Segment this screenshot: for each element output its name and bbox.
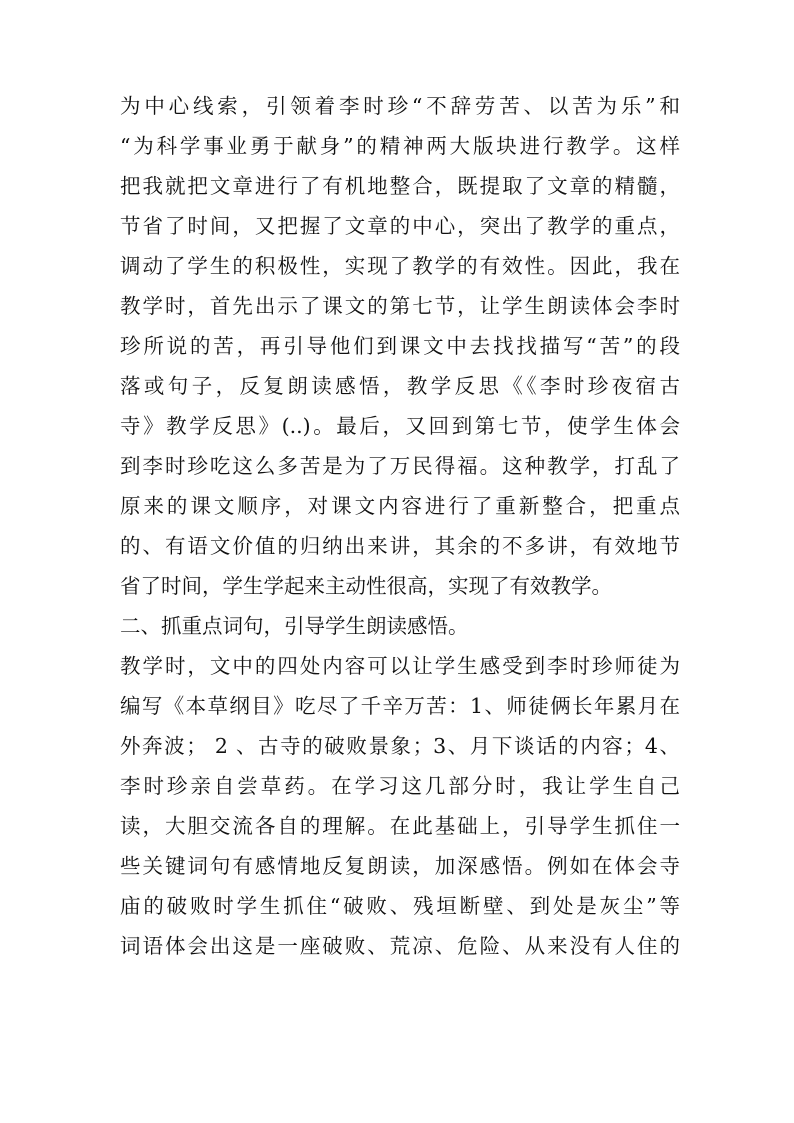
- text-line: 省了时间，学生学起来主动性很高，实现了有效教学。: [120, 574, 612, 598]
- text-line: 教学时，文中的四处内容可以让学生感受到李时珍师徒为: [120, 654, 680, 678]
- text-line: 珍所说的苦，再引导他们到课文中去找找描写“苦”的段: [120, 334, 680, 358]
- text-line: 原来的课文顺序，对课文内容进行了重新整合，把重点: [120, 494, 680, 518]
- text-line: 庙的破败时学生抓住“破败、残垣断壁、到处是灰尘”等: [120, 894, 680, 918]
- text-line: 些关键词句有感情地反复朗读，加深感悟。例如在体会寺: [120, 854, 680, 878]
- text-line: 落或句子，反复朗读感悟，教学反思《《李时珍夜宿古: [120, 374, 680, 398]
- text-line: 编写《本草纲目》吃尽了千辛万苦：1、师徒俩长年累月在: [120, 694, 680, 718]
- text-line: 教学时，首先出示了课文的第七节，让学生朗读体会李时: [120, 294, 680, 318]
- text-line: 把我就把文章进行了有机地整合，既提取了文章的精髓，: [120, 174, 680, 198]
- text-line: “为科学事业勇于献身”的精神两大版块进行教学。这样: [120, 134, 680, 158]
- text-line: 外奔波； 2 、古寺的破败景象；3、月下谈话的内容；4、: [120, 734, 680, 758]
- text-line: 调动了学生的积极性，实现了教学的有效性。因此，我在: [120, 254, 680, 278]
- text-line: 李时珍亲自尝草药。在学习这几部分时，我让学生自己: [120, 774, 680, 798]
- text-line: 的、有语文价值的归纳出来讲，其余的不多讲，有效地节: [120, 534, 680, 558]
- text-line: 到李时珍吃这么多苦是为了万民得福。这种教学，打乱了: [120, 454, 680, 478]
- document-body: [120, 86, 680, 966]
- section-heading: 二、抓重点词句，引导学生朗读感悟。: [120, 614, 469, 638]
- text-line: 寺》教学反思》(..)。最后，又回到第七节，使学生体会: [120, 414, 680, 438]
- text-line: 词语体会出这是一座破败、荒凉、危险、从来没有人住的: [120, 934, 680, 958]
- text-line: 为中心线索，引领着李时珍“不辞劳苦、以苦为乐”和: [120, 94, 680, 118]
- text-line: 读，大胆交流各自的理解。在此基础上，引导学生抓住一: [120, 814, 680, 838]
- text-line: 节省了时间，又把握了文章的中心，突出了教学的重点，: [120, 214, 680, 238]
